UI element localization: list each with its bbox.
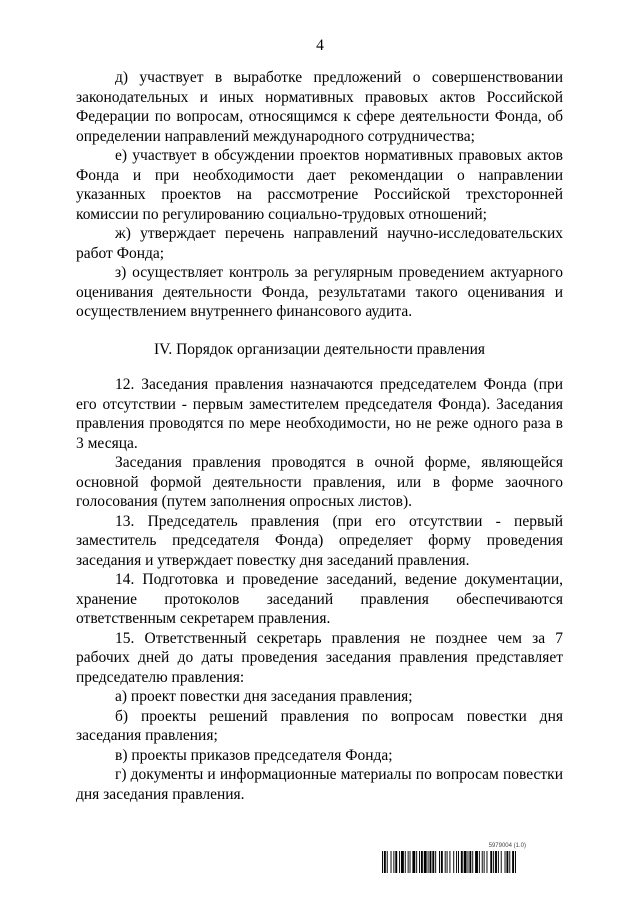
page-number: 4 xyxy=(316,37,324,54)
barcode xyxy=(382,851,566,873)
paragraph-zh: ж) утверждает перечень направлений научно-исследовательских работ Фонда; xyxy=(76,225,563,262)
list-item-a: а) проект повестки дня заседания правления; xyxy=(115,688,413,705)
paragraph-13: 13. Председатель правления (при его отсутствии - первый заместитель председателя Фонда) определяет форму проведения заседания и утверждает повестку дня заседаний правления. xyxy=(76,512,563,569)
list-item-g: г) документы и информационные материалы по вопросам повестки дня заседания правления. xyxy=(76,766,563,803)
paragraph-e: е) участвует в обсуждении проектов нормативных правовых актов Фонда и при необходимости дает рекомендации о направлении указанных проектов на рассмотрение Российской трехсторонней комиссии по регулированию социально-трудовых отношений; xyxy=(76,147,563,223)
footer xyxy=(382,843,566,873)
list-item-v: в) проекты приказов председателя Фонда; xyxy=(115,746,393,764)
paragraph-12: 12. Заседания правления назначаются председателем Фонда (при его отсутствии - первым заместителем председателя Фонда). Заседания правления проводятся по мере необходимости, но не реже одного раза в 3 месяца. xyxy=(76,376,563,452)
list-item-b: б) проекты решений правления по вопросам повестки дня заседания правления; xyxy=(76,707,563,744)
paragraph-d: д) участвует в выработке предложений о совершенствовании законодательных и иных нормативных правовых актов Российской Федерации по вопросам, относящимся к сфере деятельности Фонда, об определении направлений международного сотрудничества; xyxy=(76,69,563,145)
paragraph-z: з) осуществляет контроль за регулярным проведением актуарного оценивания деятельности Фонда, результатами такого оценивания и осуществлением внутреннего финансового аудита. xyxy=(76,264,563,320)
document-code: 5979004 (1.0) xyxy=(488,843,526,849)
paragraph-12-continued: Заседания правления проводятся в очной форме, являющейся основной формой деятельности правления, или в форме заочного голосования (путем заполнения опросных листов). xyxy=(76,454,563,510)
paragraph-14: 14. Подготовка и проведение заседаний, ведение документации, хранение протоколов заседаний правления обеспечиваются ответственным секретарем правления. xyxy=(76,571,563,627)
document-body xyxy=(76,68,563,804)
paragraph-15: 15. Ответственный секретарь правления не позднее чем за 7 рабочих дней до даты проведения заседания правления представляет председателю правления: xyxy=(76,629,563,686)
section-heading: IV. Порядок организации деятельности правления xyxy=(153,340,486,358)
